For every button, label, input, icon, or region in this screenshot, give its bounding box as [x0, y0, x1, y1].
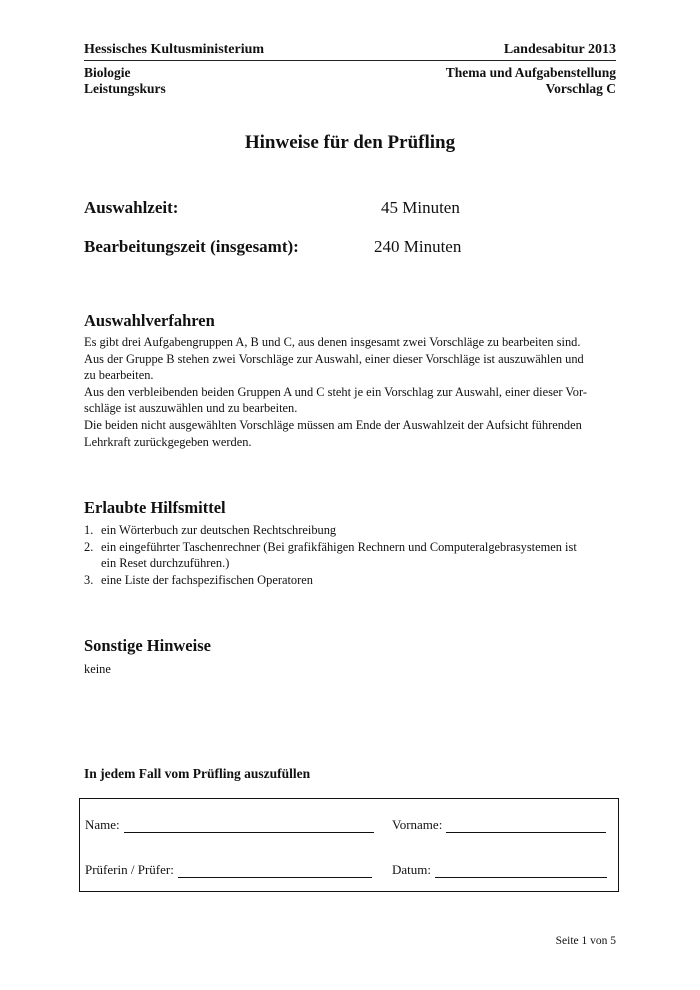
header-sub: [84, 65, 616, 97]
aid-item: [84, 539, 619, 572]
selection-line: Die beiden nicht ausgewählten Vorschläge müssen am Ende der Auswahlzeit der Aufsicht führenden: [84, 417, 582, 432]
section: Thema und Aufgabenstellung: [445, 65, 616, 80]
aid-line: ein eingeführter Taschenrechner (Bei grafikfähigen Rechnern und Computeralgebrasystemen ist: [101, 539, 577, 554]
selection-text: [84, 334, 619, 450]
aid-item: [84, 522, 619, 539]
selection-heading: Auswahlverfahren: [84, 311, 215, 330]
aid-line: ein Reset durchzuführen.): [101, 556, 230, 571]
selection-time-value: 45 Minuten: [381, 198, 460, 217]
header-top: [84, 42, 616, 58]
examiner-label: Prüferin / Prüfer:: [85, 862, 174, 877]
work-time-value: 240 Minuten: [374, 237, 462, 256]
form-title: In jedem Fall vom Prüfling auszufüllen: [84, 766, 311, 781]
name-field[interactable]: [85, 817, 374, 833]
selection-line: Es gibt drei Aufgabengruppen A, B und C, aus denen insgesamt zwei Vorschläge zu bearbeiten sind.: [84, 335, 581, 349]
examiner-field[interactable]: [85, 862, 372, 878]
selection-line: Aus den verbleibenden beiden Gruppen A und C steht je ein Vorschlag zur Auswahl, einer dieser Vor-: [84, 384, 587, 399]
selection-line: Lehrkraft zurückgegeben werden.: [84, 434, 252, 449]
header-left: [84, 65, 166, 97]
other-heading: Sonstige Hinweise: [84, 636, 211, 655]
proposal: Vorschlag C: [545, 81, 616, 96]
name-label: Name:: [85, 817, 120, 832]
other-text: keine: [84, 662, 111, 676]
ministry-name: Hessisches Kultusministerium: [84, 42, 265, 57]
page-title: Hinweise für den Prüfling: [244, 132, 456, 153]
aid-line: eine Liste der fachspezifischen Operatoren: [101, 572, 313, 587]
date-label: Datum:: [392, 862, 431, 877]
firstname-line[interactable]: [446, 820, 606, 833]
work-time-label: Bearbeitungszeit (insgesamt):: [84, 237, 299, 256]
selection-line: schläge ist auszuwählen und zu bearbeiten.: [84, 401, 298, 416]
date-line[interactable]: [435, 865, 607, 878]
firstname-label: Vorname:: [392, 817, 443, 832]
page-number: Seite 1 von 5: [555, 935, 616, 947]
date-field[interactable]: [392, 862, 607, 878]
selection-line: Aus der Gruppe B stehen zwei Vorschläge zur Auswahl, einer dieser Vorschläge ist auszuwählen und: [84, 351, 584, 366]
selection-time-label: Auswahlzeit:: [84, 198, 179, 217]
aid-number: 3.: [84, 572, 94, 587]
student-form: [79, 798, 619, 892]
examiner-line[interactable]: [178, 865, 372, 878]
header-right: [446, 65, 616, 97]
subject: Biologie: [84, 65, 131, 80]
name-line[interactable]: [124, 820, 374, 833]
header-rule: [84, 60, 616, 61]
aids-list: [84, 522, 619, 588]
exam-name: Landesabitur 2013: [503, 42, 616, 57]
aid-line: ein Wörterbuch zur deutschen Rechtschreibung: [101, 523, 337, 537]
course: Leistungskurs: [84, 81, 166, 96]
aid-item: [84, 572, 619, 589]
aid-number: 2.: [84, 539, 94, 554]
firstname-field[interactable]: [392, 817, 606, 833]
selection-line: zu bearbeiten.: [84, 368, 154, 383]
aids-heading: Erlaubte Hilfsmittel: [84, 498, 226, 517]
aid-number: 1.: [84, 523, 94, 537]
